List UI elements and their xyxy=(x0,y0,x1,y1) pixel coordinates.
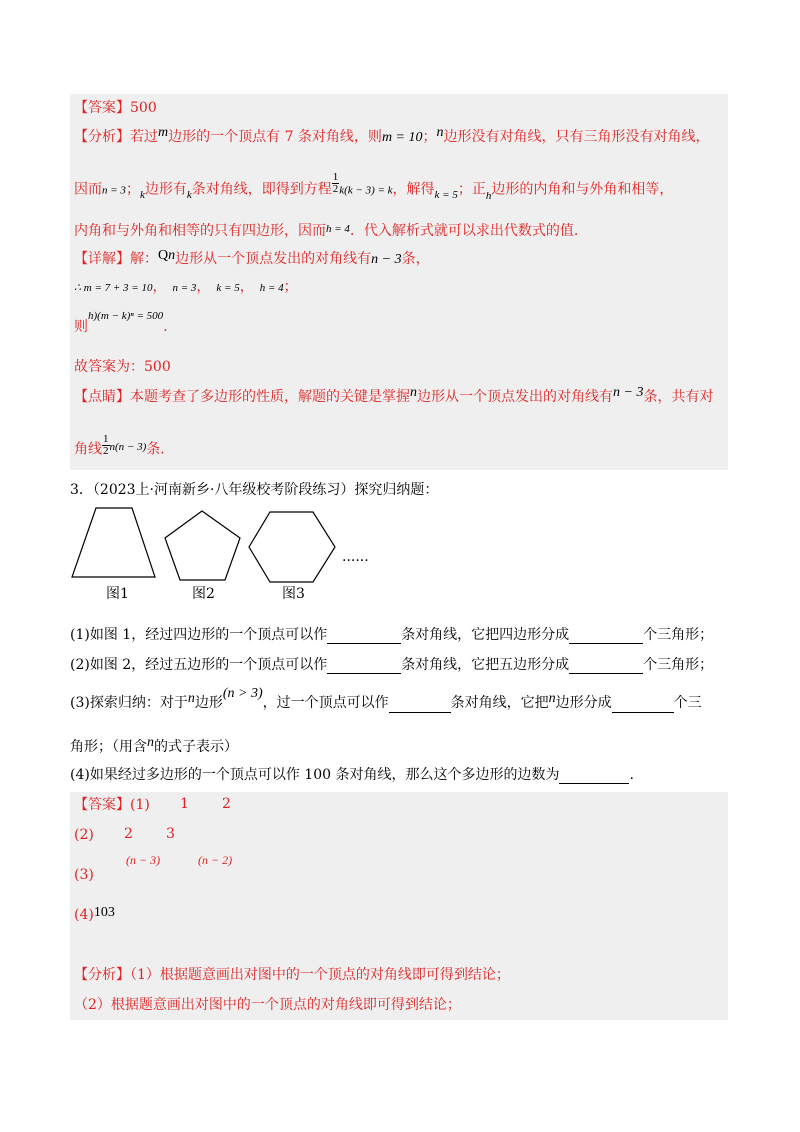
math-n-eq: n = 3 xyxy=(172,282,197,294)
comment-line-1 xyxy=(74,385,714,407)
comment-label: 【点睛】 xyxy=(74,389,130,405)
text: ； xyxy=(283,279,298,295)
answer-3-line-2: (2) xyxy=(74,827,94,843)
figure-1-caption: 图1 xyxy=(106,586,129,602)
math-therefore: Q xyxy=(158,248,169,263)
answer-1-value-1: 1 xyxy=(180,796,189,812)
math-m-eq: m = 10 xyxy=(381,130,423,145)
detail-label: 【详解】 xyxy=(74,251,130,267)
ellipsis-dots: ...... xyxy=(342,549,369,565)
text: 条对角线，它把 xyxy=(450,695,549,711)
text: 本题考查了多边形的性质，解题的关键是掌握 xyxy=(130,389,410,405)
numerator: 1 xyxy=(103,433,109,445)
trapezoid-figure-1 xyxy=(72,508,155,577)
question-3-title: 3．（2023上·河南新乡·八年级校考阶段练习）探究归纳题： xyxy=(70,482,439,498)
fraction-half xyxy=(332,172,340,195)
answer-blank[interactable] xyxy=(612,698,674,713)
math-n: n xyxy=(548,691,556,706)
text: 条， xyxy=(401,251,430,267)
answer-blank[interactable] xyxy=(389,698,451,713)
text: (1)如图 1，经过四边形的一个顶点可以作 xyxy=(70,627,328,643)
text: 边形分成 xyxy=(555,695,612,711)
answer-4-value: 103 xyxy=(93,905,115,920)
math-n: n xyxy=(147,735,154,750)
text: (4)如果经过多边形的一个顶点可以作 100 条对角线，那么这个多边形的边数为 xyxy=(70,767,560,783)
math-n-minus-3: n − 3 xyxy=(371,252,402,267)
text: ， xyxy=(196,279,211,295)
text: ， xyxy=(152,279,167,295)
math-n-expression: n(n − 3) xyxy=(109,440,147,453)
pentagon-figure-2 xyxy=(165,511,240,580)
figure-2-caption: 图2 xyxy=(192,586,215,602)
polygon-figures xyxy=(0,500,400,595)
answer-label: 【答案】 xyxy=(74,100,130,116)
question-3-part-3 xyxy=(70,686,702,713)
text: ，过一个顶点可以作 xyxy=(262,695,389,711)
text: 边形从一个顶点发出的对角线有 xyxy=(417,389,613,405)
analysis-3-line-2: （2）根据题意画出对图中的一个顶点的对角线即可得到结论； xyxy=(74,997,461,1013)
math-k-eq: k = 5 xyxy=(216,282,240,294)
text: 条对角线，它把四边形分成 xyxy=(401,627,570,643)
math-n: n xyxy=(410,385,417,400)
math-n-eq: n = 3 xyxy=(102,184,126,197)
math-n-condition: (n > 3) xyxy=(222,686,263,701)
question-3-part-2 xyxy=(70,656,713,674)
text: 因而 xyxy=(74,181,102,198)
text: 个三 xyxy=(673,695,702,711)
hexagon-figure-3 xyxy=(249,512,335,582)
text: ， xyxy=(239,279,254,295)
text: 条对角线，它把五边形分成 xyxy=(401,657,570,673)
detail-line-3 xyxy=(74,310,168,337)
text: 边形有 xyxy=(144,181,187,198)
math-n-minus-3: n − 3 xyxy=(613,385,644,400)
math-n: n xyxy=(187,691,195,706)
analysis-3-line-1 xyxy=(74,966,510,984)
text: 个三角形； xyxy=(643,627,714,643)
text: 若过 xyxy=(130,129,158,145)
final-answer-line: 故答案为：500 xyxy=(74,359,171,375)
part-label: (4) xyxy=(74,907,94,923)
answer-label: 【答案】 xyxy=(74,797,130,813)
text: ； xyxy=(422,129,437,145)
math-k: k xyxy=(186,188,192,201)
answer-3-line-3: (3) xyxy=(74,867,94,883)
part-label: (1) xyxy=(130,797,150,813)
math-n: n xyxy=(168,248,176,263)
text: 角形；（用含 xyxy=(70,739,147,755)
text: 边形从一个顶点发出的对角线有 xyxy=(175,251,372,267)
text: ，解得 xyxy=(392,181,435,198)
question-3-part-1 xyxy=(70,626,713,644)
answer-3-line-1 xyxy=(74,796,150,814)
text: 边形 xyxy=(194,695,223,711)
text: 条对角线，即得到方程 xyxy=(191,181,332,198)
text: 的式子表示） xyxy=(154,739,238,755)
answer-value: 500 xyxy=(130,100,157,116)
comment-line-2 xyxy=(74,433,165,461)
math-k: k xyxy=(139,188,145,201)
text: 条，共有对 xyxy=(643,389,714,405)
math-h-eq: h = 4 xyxy=(259,282,284,294)
text: 解： xyxy=(130,251,158,267)
figure-3-caption: 图3 xyxy=(282,586,305,602)
text: . xyxy=(163,319,168,335)
answer-blank[interactable] xyxy=(327,629,401,644)
answer-3-value-1: (n − 3) xyxy=(126,853,161,867)
question-3-part-4 xyxy=(70,766,634,784)
question-3-part-3-cont xyxy=(70,735,238,757)
math-m: m xyxy=(158,125,169,140)
math-h: h xyxy=(485,189,492,202)
answer-1-value-2: 2 xyxy=(222,796,231,812)
text: . xyxy=(629,767,634,783)
text: 边形没有对角线，只有三角形没有对角线， xyxy=(443,129,710,145)
answer-blank[interactable] xyxy=(569,629,643,644)
math-k-eq: k = 5 xyxy=(434,188,458,201)
answer-blank[interactable] xyxy=(559,769,629,784)
text: 边形的一个顶点有 7 条对角线，则 xyxy=(168,129,382,145)
math-m-calc: ∴ m = 7 + 3 = 10 xyxy=(74,282,153,294)
text: 条. xyxy=(146,441,165,458)
answer-3-line-4 xyxy=(74,906,115,925)
text: 个三角形； xyxy=(643,657,714,673)
answer-blank[interactable] xyxy=(327,659,401,674)
analysis-line-2 xyxy=(74,171,674,202)
answer-2-value-2: 3 xyxy=(166,826,175,842)
math-k-equation: k(k − 3) = k xyxy=(339,184,393,197)
analysis-label: 【分析】 xyxy=(74,129,130,145)
text: 内角和与外角和相等的只有四边形，因而 xyxy=(74,223,326,239)
analysis-line-3 xyxy=(74,222,578,241)
denominator: 2 xyxy=(332,183,339,195)
answer-line xyxy=(74,99,157,117)
detail-line-1 xyxy=(74,250,430,269)
text: (3)探索归纳：对于 xyxy=(70,695,188,711)
analysis-label: 【分析】 xyxy=(74,967,130,983)
text: ．代入解析式就可以求出代数式的值. xyxy=(349,223,579,239)
numerator: 1 xyxy=(332,171,339,183)
detail-line-2 xyxy=(74,278,298,297)
answer-2-value-1: 2 xyxy=(124,826,133,842)
text: 则 xyxy=(74,319,88,335)
text: 角线 xyxy=(74,441,102,458)
text: （1）根据题意画出对图中的一个顶点的对角线即可得到结论； xyxy=(130,967,510,983)
math-h-eq: h = 4 xyxy=(326,223,350,235)
math-n: n xyxy=(436,125,444,140)
text: 边形的内角和与外角和相等， xyxy=(491,181,674,198)
answer-3-value-2: (n − 2) xyxy=(198,853,233,867)
math-expression: h)(m − k)ⁿ = 500 xyxy=(88,310,164,322)
fraction-half xyxy=(102,434,110,457)
denominator: 2 xyxy=(103,445,109,457)
analysis-line-1 xyxy=(74,125,710,147)
text: ； xyxy=(125,181,140,198)
answer-blank[interactable] xyxy=(569,659,643,674)
text: (2)如图 2，经过五边形的一个顶点可以作 xyxy=(70,657,328,673)
text: ；正 xyxy=(457,181,486,198)
